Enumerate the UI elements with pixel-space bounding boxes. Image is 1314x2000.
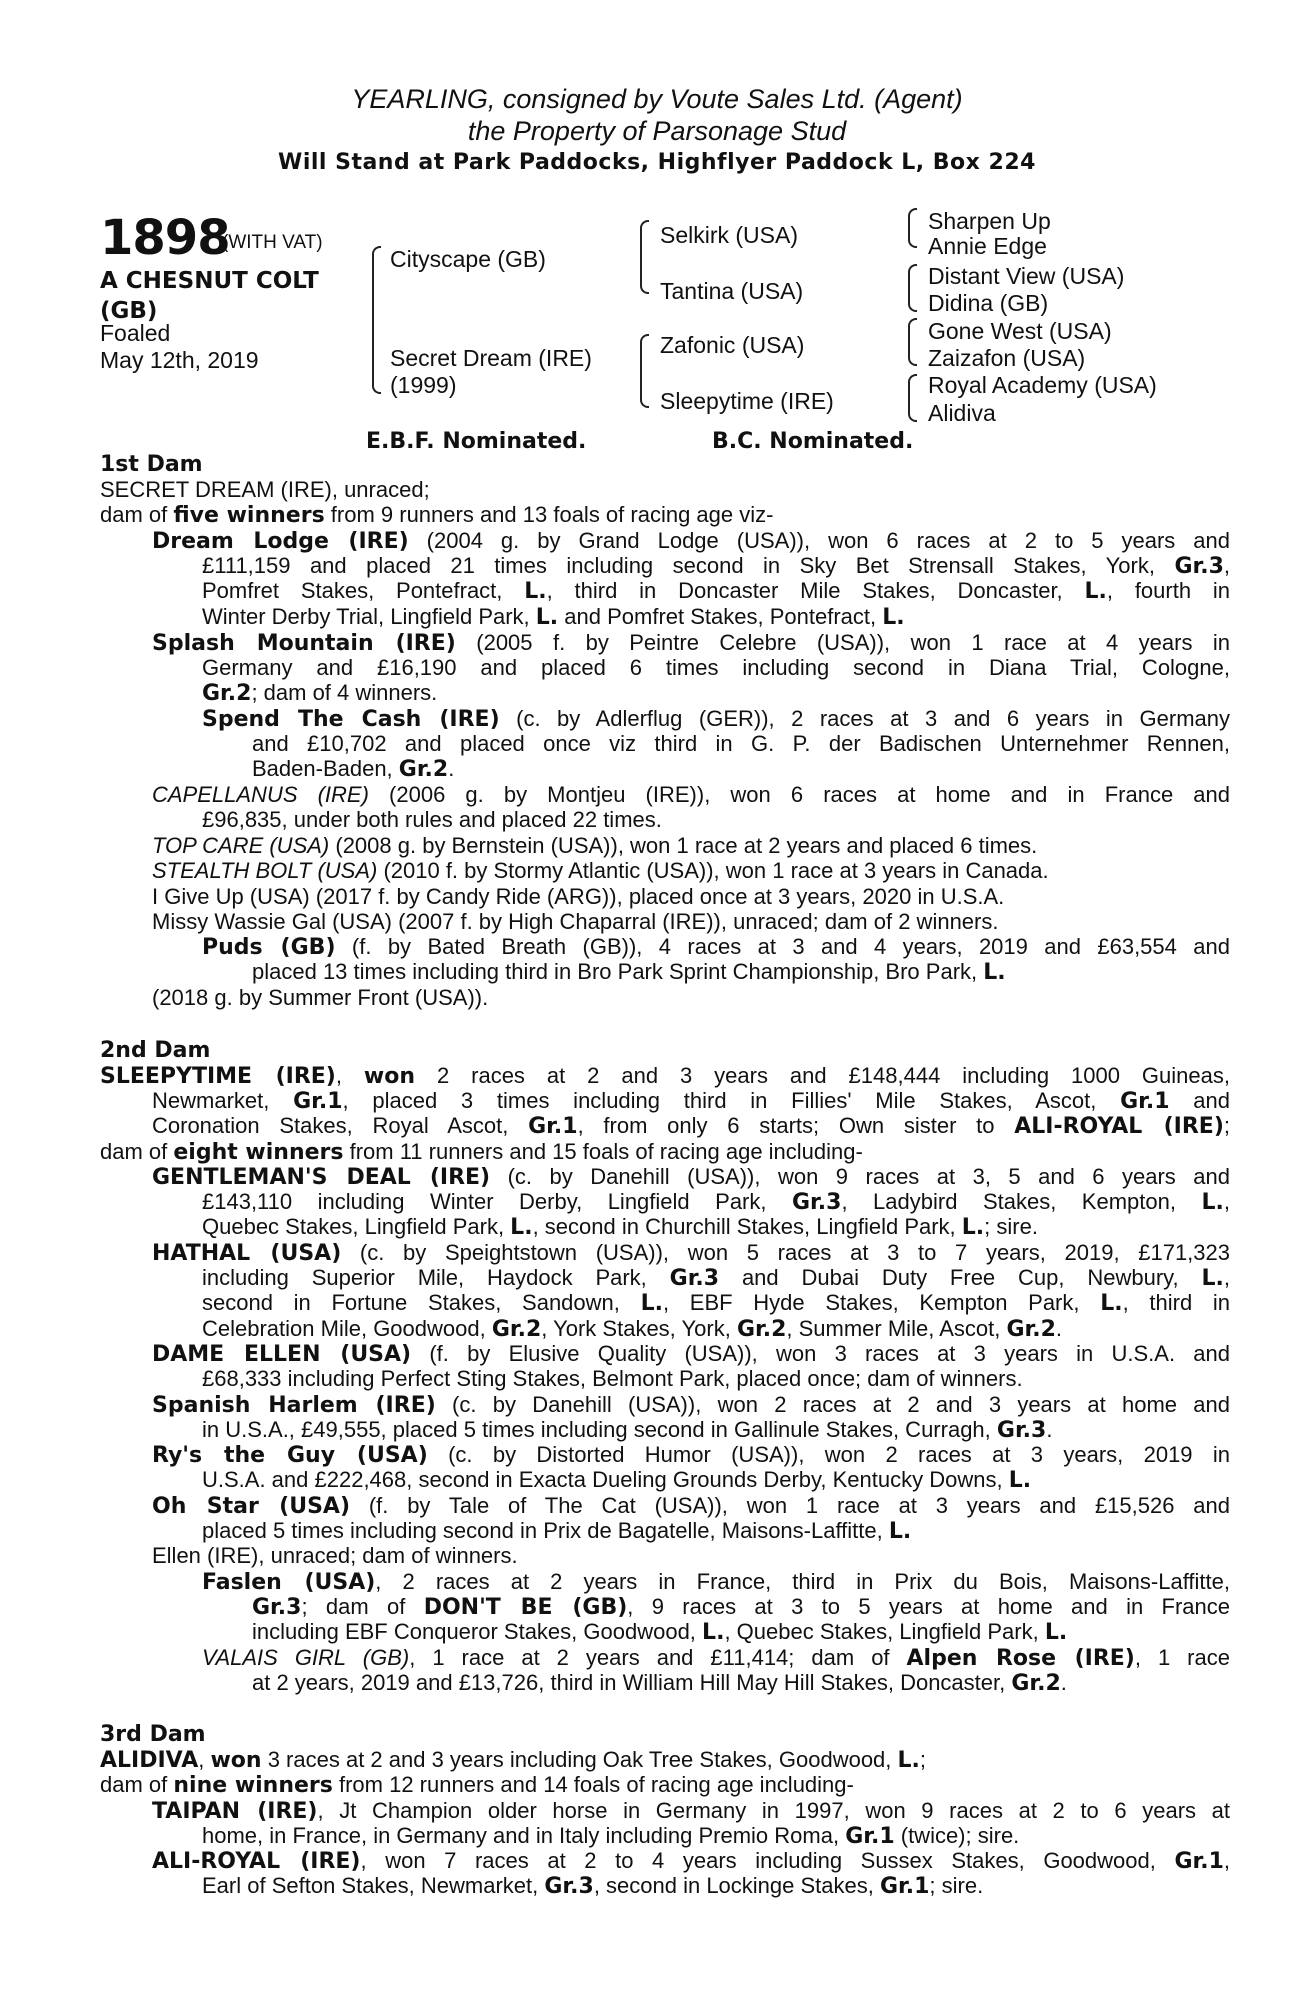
pedigree-brace (908, 208, 917, 248)
text-line: CAPELLANUS (IRE) (2006 g. by Montjeu (IRE)), won 6 races at home and in France and (152, 782, 1230, 807)
horse-name: TAIPAN (IRE) (152, 1799, 318, 1824)
progeny-entry-cont (202, 1873, 1230, 1898)
progeny-entry (152, 1240, 1230, 1265)
progeny-entry-cont (252, 731, 1230, 782)
text-line: Coronation Stakes, Royal Ascot, Gr.1, from only 6 starts; Own sister to ALI-ROYAL (IRE); (152, 1113, 1230, 1140)
text-line: Spend The Cash (IRE) (c. by Adlerflug (GER)), 2 races at 3 and 6 years in Germany (202, 706, 1230, 732)
stand-location: Will Stand at Park Paddocks, Highflyer Paddock L, Box 224 (278, 150, 1036, 175)
pedigree-brace (640, 334, 649, 408)
text-line: TAIPAN (IRE), Jt Champion older horse in Germany in 1997, won 9 races at 2 to 6 years at (152, 1798, 1230, 1824)
second-dam-entry-cont (100, 1139, 1230, 1164)
pedigree-ancestor: Sharpen Up (928, 208, 1051, 234)
pedigree-ancestor: Annie Edge (928, 233, 1047, 259)
progeny-entry (202, 1569, 1230, 1594)
progeny-entry (152, 1392, 1230, 1417)
text-line: £68,333 including Perfect Sting Stakes, Belmont Park, placed once; dam of winners. (202, 1366, 1023, 1391)
horse-name: SLEEPYTIME (IRE) (100, 1064, 336, 1089)
progeny-entry (152, 985, 1230, 1010)
pedigree-brace (908, 264, 917, 312)
pedigree-dam-sire: Zafonic (USA) (660, 332, 805, 358)
first-dam-entry (100, 477, 1230, 528)
progeny-entry-cont (202, 1265, 1230, 1341)
progeny-entry-cont (252, 1594, 1230, 1645)
progeny-entry-cont (202, 1467, 1230, 1492)
text-line: I Give Up (USA) (2017 f. by Candy Ride (ARG)), placed once at 3 years, 2020 in U.S.A. (152, 883, 1005, 909)
text-line: Earl of Sefton Stakes, Newmarket, Gr.3, second in Lockinge Stakes, Gr.1; sire. (202, 1873, 984, 1899)
text-line: Pomfret Stakes, Pontefract, L., third in Doncaster Mile Stakes, Doncaster, L., fourth in (202, 578, 1231, 605)
lot-description-line: (GB) (100, 298, 158, 324)
horse-name: ALIDIVA (100, 1748, 199, 1773)
horse-name: Dream Lodge (IRE) (152, 529, 409, 554)
pedigree-ancestor: Alidiva (928, 400, 996, 426)
text-line: including Superior Mile, Haydock Park, Gr.3 and Dubai Duty Free Cup, Newbury, L., (202, 1265, 1230, 1291)
pedigree-dam: Secret Dream (IRE) (390, 345, 592, 371)
horse-name: ALI-ROYAL (IRE) (152, 1849, 361, 1874)
text-line: Baden-Baden, Gr.2. (252, 756, 455, 783)
pedigree-brace (908, 318, 917, 366)
text-line: Splash Mountain (IRE) (2005 f. by Peintre Celebre (USA)), won 1 race at 4 years in (152, 630, 1231, 656)
text-line: SECRET DREAM (IRE), unraced; (100, 477, 430, 502)
progeny-entry-cont (202, 655, 1230, 706)
foaled-label: Foaled (100, 320, 171, 346)
ebf-nomination: E.B.F. Nominated. (366, 429, 587, 454)
text-line: second in Fortune Stakes, Sandown, L., EBF Hyde Stakes, Kempton Park, L., third in (202, 1290, 1231, 1317)
pedigree-sire-sire: Selkirk (USA) (660, 222, 799, 248)
text-line: Quebec Stakes, Lingfield Park, L., second in Churchill Stakes, Lingfield Park, L.; sire. (202, 1214, 1038, 1241)
pedigree-ancestor: Distant View (USA) (928, 263, 1125, 289)
text-line: placed 5 times including second in Prix de Bagatelle, Maisons-Laffitte, L. (202, 1518, 912, 1544)
progeny-entry (152, 528, 1230, 553)
text-line: Puds (GB) (f. by Bated Breath (GB)), 4 races at 3 and 4 years, 2019 and £63,554 and (202, 934, 1230, 960)
progeny-entry (152, 1798, 1230, 1823)
progeny-entry-cont (202, 1417, 1230, 1442)
progeny-entry (152, 1341, 1230, 1366)
third-dam-heading: 3rd Dam (100, 1722, 206, 1747)
text-line: Celebration Mile, Goodwood, Gr.2, York Stakes, York, Gr.2, Summer Mile, Ascot, Gr.2. (202, 1315, 1063, 1342)
horse-name: GENTLEMAN'S DEAL (IRE) (152, 1165, 491, 1190)
pedigree-brace (908, 374, 917, 422)
text-line: Dream Lodge (IRE) (2004 g. by Grand Lodge (USA)), won 6 races at 2 to 5 years and (152, 528, 1230, 554)
text-line: dam of eight winners from 11 runners and 15 foals of racing age including- (100, 1139, 863, 1165)
text-line: Gr.2; dam of 4 winners. (202, 680, 438, 707)
pedigree-ancestor: Didina (GB) (928, 290, 1049, 316)
text-line: DAME ELLEN (USA) (f. by Elusive Quality (USA)), won 3 races at 3 years in U.S.A. and (152, 1341, 1230, 1367)
horse-name: CAPELLANUS (IRE) (152, 782, 369, 807)
second-dam-entry (100, 1063, 1230, 1088)
text-line: Missy Wassie Gal (USA) (2007 f. by High Chaparral (IRE)), unraced; dam of 2 winners. (152, 908, 999, 934)
text-line: VALAIS GIRL (GB), 1 race at 2 years and £11,414; dam of Alpen Rose (IRE), 1 race (202, 1645, 1230, 1671)
horse-name: Faslen (USA) (202, 1570, 376, 1595)
property-line: the Property of Parsonage Stud (467, 116, 847, 146)
horse-name: VALAIS GIRL (GB) (202, 1645, 410, 1670)
text-line: Winter Derby Trial, Lingfield Park, L. and Pomfret Stakes, Pontefract, L. (202, 603, 905, 630)
text-line: Newmarket, Gr.1, placed 3 times including third in Fillies' Mile Stakes, Ascot, Gr.1 and (152, 1088, 1230, 1114)
text-line: TOP CARE (USA) (2008 g. by Bernstein (USA)), won 1 race at 2 years and placed 6 times. (152, 833, 1038, 858)
second-dam-heading: 2nd Dam (100, 1038, 211, 1063)
second-dam-entry-cont (152, 1088, 1230, 1139)
pedigree-dam-dam: Sleepytime (IRE) (660, 388, 834, 414)
progeny-entry-cont (202, 1518, 1230, 1543)
text-line: GENTLEMAN'S DEAL (IRE) (c. by Danehill (USA)), won 9 races at 3, 5 and 6 years and (152, 1164, 1230, 1190)
progeny-entry (152, 1493, 1230, 1518)
consignor-line: YEARLING, consigned by Voute Sales Ltd. (Agent) (351, 84, 963, 114)
text-line: dam of five winners from 9 runners and 13 foals of racing age viz- (100, 502, 774, 529)
horse-name: Puds (GB) (202, 935, 336, 960)
text-line: ALI-ROYAL (IRE), won 7 races at 2 to 4 years including Sussex Stakes, Goodwood, Gr.1, (152, 1848, 1231, 1874)
text-line: placed 13 times including third in Bro Park Sprint Championship, Bro Park, L. (252, 959, 1006, 985)
text-line: dam of nine winners from 12 runners and 14 foals of racing age including- (100, 1772, 854, 1799)
first-dam-heading: 1st Dam (100, 452, 203, 477)
pedigree-ancestor: Zaizafon (USA) (928, 345, 1086, 371)
progeny-entry (152, 1543, 1230, 1568)
progeny-entry (152, 630, 1230, 655)
foaled-value: May 12th, 2019 (100, 347, 259, 373)
progeny-entry-cont (202, 1366, 1230, 1391)
horse-name: Oh Star (USA) (152, 1494, 350, 1519)
horse-name: Spanish Harlem (IRE) (152, 1393, 436, 1418)
text-line: (2018 g. by Summer Front (USA)). (152, 985, 489, 1010)
pedigree-brace (372, 246, 381, 394)
text-line: HATHAL (USA) (c. by Speightstown (USA)), won 5 races at 3 to 7 years, 2019, £171,323 (152, 1240, 1231, 1266)
progeny-entry (152, 1164, 1230, 1189)
horse-name: TOP CARE (USA) (152, 833, 330, 858)
horse-name: HATHAL (USA) (152, 1241, 342, 1266)
horse-name: Spend The Cash (IRE) (202, 707, 500, 732)
progeny-entry-cont (252, 959, 1230, 984)
progeny-entry (152, 833, 1230, 934)
text-line: £96,835, under both rules and placed 22 times. (202, 807, 662, 832)
pedigree-ancestor: Royal Academy (USA) (928, 372, 1157, 398)
text-line: STEALTH BOLT (USA) (2010 f. by Stormy Atlantic (USA)), won 1 race at 3 years in Canada. (152, 858, 1049, 884)
text-line: £111,159 and placed 21 times including second in Sky Bet Strensall Stakes, York, Gr.3, (202, 553, 1230, 579)
progeny-entry-cont (202, 553, 1230, 629)
vat-note: (WITH VAT) (222, 232, 323, 253)
third-dam-entry (100, 1747, 1230, 1798)
text-line: Faslen (USA), 2 races at 2 years in France, third in Prix du Bois, Maisons-Laffitte, (202, 1569, 1230, 1595)
bc-nomination: B.C. Nominated. (712, 429, 914, 454)
text-line: Germany and £16,190 and placed 6 times including second in Diana Trial, Cologne, (202, 655, 1230, 680)
text-line: U.S.A. and £222,468, second in Exacta Dueling Grounds Derby, Kentucky Downs, L. (202, 1467, 1032, 1493)
text-line: and £10,702 and placed once viz third in G. P. der Badischen Unternehmer Rennen, (252, 731, 1230, 756)
text-line: SLEEPYTIME (IRE), won 2 races at 2 and 3 years and £148,444 including 1000 Guineas, (100, 1063, 1230, 1089)
progeny-entry (152, 1848, 1230, 1873)
horse-name: Ry's the Guy (USA) (152, 1443, 428, 1468)
progeny-entry (202, 706, 1230, 731)
text-line: Gr.3; dam of DON'T BE (GB), 9 races at 3 to 5 years at home and in France (252, 1594, 1231, 1620)
progeny-entry (202, 1645, 1230, 1670)
progeny-entry (202, 934, 1230, 959)
progeny-entry-cont (202, 1189, 1230, 1240)
progeny-entry (152, 1442, 1230, 1467)
text-line: ALIDIVA, won 3 races at 2 and 3 years including Oak Tree Stakes, Goodwood, L.; (100, 1747, 927, 1773)
pedigree-dam-year: (1999) (390, 372, 457, 398)
foaled-date (100, 320, 259, 374)
text-line: Spanish Harlem (IRE) (c. by Danehill (USA)), won 2 races at 2 and 3 years at home and (152, 1392, 1230, 1418)
progeny-entry-cont (202, 807, 1230, 832)
text-line: £143,110 including Winter Derby, Lingfield Park, Gr.3, Ladybird Stakes, Kempton, L., (202, 1189, 1230, 1215)
text-line: Oh Star (USA) (f. by Tale of The Cat (USA)), won 1 race at 3 years and £15,526 and (152, 1493, 1230, 1519)
lot-description (100, 266, 360, 326)
progeny-entry (152, 782, 1230, 807)
horse-name: Splash Mountain (IRE) (152, 631, 456, 656)
text-line: home, in France, in Germany and in Italy including Premio Roma, Gr.1 (twice); sire. (202, 1823, 1020, 1849)
horse-name: STEALTH BOLT (USA) (152, 858, 378, 884)
text-line: Ry's the Guy (USA) (c. by Distorted Humor (USA)), won 2 races at 3 years, 2019 in (152, 1442, 1230, 1468)
pedigree-ancestor: Gone West (USA) (928, 318, 1112, 344)
lot-number: 1898 (100, 210, 230, 266)
text-line: including EBF Conqueror Stakes, Goodwood, L., Quebec Stakes, Lingfield Park, L. (252, 1619, 1068, 1646)
text-line: at 2 years, 2019 and £13,726, third in William Hill May Hill Stakes, Doncaster, Gr.2. (252, 1670, 1067, 1696)
pedigree-sire-dam: Tantina (USA) (660, 278, 804, 304)
progeny-entry-cont (202, 1823, 1230, 1848)
pedigree-brace (640, 220, 649, 294)
lot-description-line: A CHESNUT COLT (100, 268, 319, 294)
text-line: Ellen (IRE), unraced; dam of winners. (152, 1543, 518, 1568)
text-line: in U.S.A., £49,555, placed 5 times including second in Gallinule Stakes, Curragh, Gr.3. (202, 1417, 1053, 1443)
horse-name: DAME ELLEN (USA) (152, 1342, 412, 1367)
progeny-entry-cont (252, 1670, 1230, 1695)
pedigree-sire: Cityscape (GB) (390, 246, 546, 272)
